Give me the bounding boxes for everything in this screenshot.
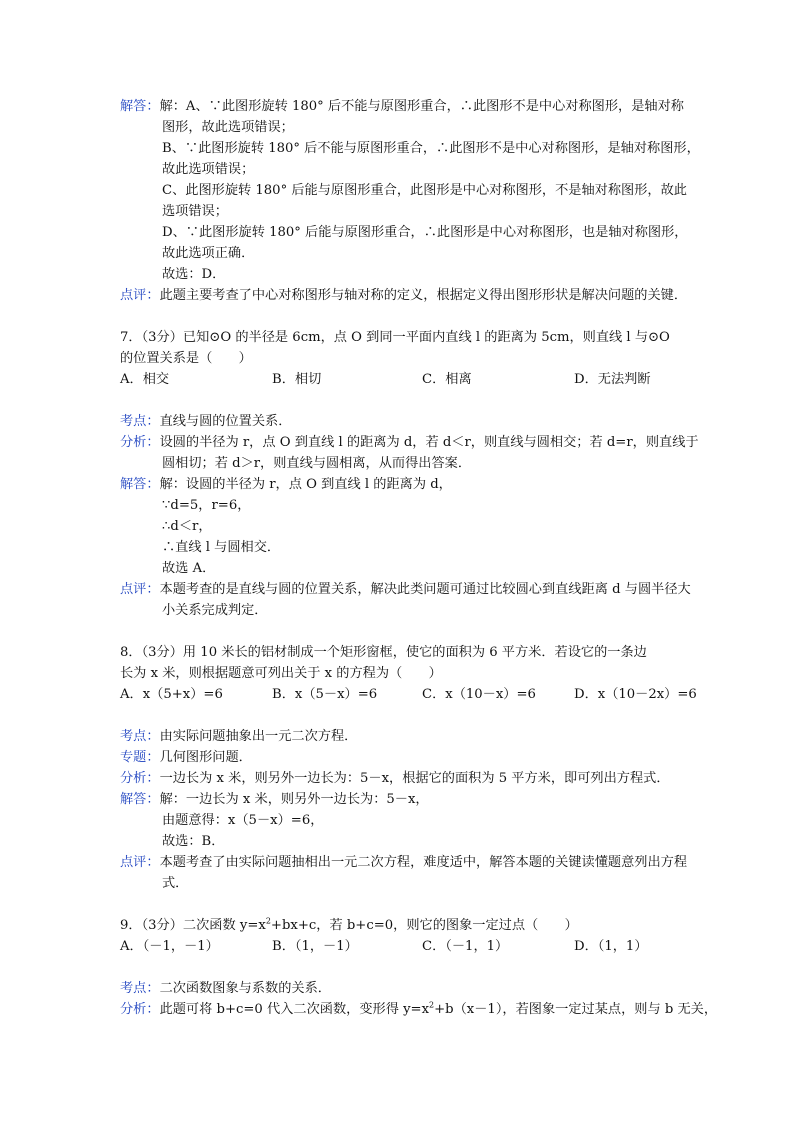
analysis-label: 分析： <box>120 435 160 450</box>
answer-label: 解答： <box>120 99 160 114</box>
answer-line: 选项错误； <box>162 204 228 219</box>
answer-line: 解答：解：A、∵此图形旋转 180° 后不能与原图形重合，∴此图形不是中心对称图形，是轴对称 <box>120 99 684 114</box>
kaodian-label: 考点： <box>120 729 160 744</box>
answer-line: 图形，故此选项错误； <box>162 120 294 135</box>
answer-label: 解答： <box>120 792 160 807</box>
option-d: D．（1，1） <box>574 939 648 954</box>
analysis-line: 分析：设圆的半径为 r，点 O 到直线 l 的距离为 d，若 d＜r，则直线与圆相交；若 d=r，则直线于 <box>120 435 699 450</box>
kaodian-line: 考点：由实际问题抽象出一元二次方程． <box>120 729 358 744</box>
answer-line: 故选：B． <box>162 834 225 849</box>
answer-line: ∵d=5，r=6， <box>162 498 251 513</box>
answer-line: 由题意得：x（5－x）=6， <box>162 813 324 828</box>
question-stem: 长为 x 米，则根据题意可列出关于 x 的方程为（ ） <box>120 666 442 681</box>
option-d: D．无法判断 <box>574 372 651 387</box>
answer-line: ∴直线 l 与圆相交． <box>162 540 281 555</box>
comment-line: 式． <box>162 876 189 891</box>
comment-line: 点评：本题考查了由实际问题抽相出一元二次方程，难度适中，解答本题的关键读懂题意列出方程 <box>120 855 688 870</box>
question-stem: 7．（3分）已知⊙O 的半径是 6cm，点 O 到同一平面内直线 l 的距离为 5cm，则直线 l 与⊙O <box>120 330 670 345</box>
option-b: B．x（5－x）=6 <box>272 687 378 702</box>
answer-line: 故选：D． <box>162 267 226 282</box>
option-d: D．x（10－2x）=6 <box>574 687 697 702</box>
option-a: A．相交 <box>120 372 170 387</box>
question-stem: 9．（3分）二次函数 $y=x^2+bx+c$，若 b+c=0，则它的图象一定过点（ ） <box>120 916 578 933</box>
analysis-line: 圆相切；若 d＞r，则直线与圆相离，从而得出答案． <box>162 456 472 471</box>
comment-line: 点评：本题考查的是直线与圆的位置关系，解决此类问题可通过比较圆心到直线距离 d 与圆半径大 <box>120 582 691 597</box>
comment-line: 点评：此题主要考查了中心对称图形与轴对称的定义，根据定义得出图形形状是解决问题的关键． <box>120 288 688 303</box>
answer-line: 故选 A． <box>162 561 216 576</box>
answer-line: ∴d＜r， <box>162 519 212 534</box>
option-b: B．（1，－1） <box>272 939 358 954</box>
option-c: C．（－1，1） <box>422 939 509 954</box>
answer-line: B、∵此图形旋转 180° 后不能与原图形重合，∴此图形不是中心对称图形，是轴对称图形， <box>162 141 700 156</box>
kaodian-label: 考点： <box>120 981 160 996</box>
option-a: A．（－1，－1） <box>120 939 219 954</box>
option-c: C．x（10－x）=6 <box>422 687 536 702</box>
kaodian-label: 考点： <box>120 414 160 429</box>
comment-line: 小关系完成判定． <box>162 603 268 618</box>
answer-label: 解答： <box>120 477 160 492</box>
comment-label: 点评： <box>120 582 160 597</box>
option-c: C．相离 <box>422 372 472 387</box>
analysis-line: 分析：此题可将 b+c=0 代入二次函数，变形得 $y=x^2+b(x-1)$，若图象一定过某点，则与 b 无关， <box>120 1000 718 1017</box>
kaodian-line: 考点：二次函数图象与系数的关系． <box>120 981 331 996</box>
analysis-line: 分析：一边长为 x 米，则另外一边长为：5－x，根据它的面积为 5 平方米，即可列出方程式． <box>120 771 670 786</box>
topic-line: 专题：几何图形问题． <box>120 750 252 765</box>
comment-label: 点评： <box>120 288 160 303</box>
analysis-label: 分析： <box>120 1002 160 1017</box>
answer-line: D、∵此图形旋转 180° 后能与原图形重合，∴此图形是中心对称图形，也是轴对称图形， <box>162 225 688 240</box>
topic-label: 专题： <box>120 750 160 765</box>
kaodian-line: 考点：直线与圆的位置关系． <box>120 414 292 429</box>
answer-line: 解答：解：一边长为 x 米，则另外一边长为：5－x， <box>120 792 429 807</box>
analysis-label: 分析： <box>120 771 160 786</box>
option-a: A．x（5+x）=6 <box>120 687 223 702</box>
answer-line: 故此选项正确． <box>162 246 255 261</box>
answer-line: 故此选项错误； <box>162 162 255 177</box>
question-stem: 8．（3分）用 10 米长的铝材制成一个矩形窗框，使它的面积为 6 平方米．若设它的一条边 <box>120 645 647 660</box>
answer-line: C、此图形旋转 180° 后能与原图形重合，此图形是中心对称图形，不是轴对称图形，故此 <box>162 183 687 198</box>
option-b: B．相切 <box>272 372 322 387</box>
question-stem: 的位置关系是（ ） <box>120 351 252 366</box>
answer-line: 解答：解：设圆的半径为 r，点 O 到直线 l 的距离为 d， <box>120 477 452 492</box>
comment-label: 点评： <box>120 855 160 870</box>
